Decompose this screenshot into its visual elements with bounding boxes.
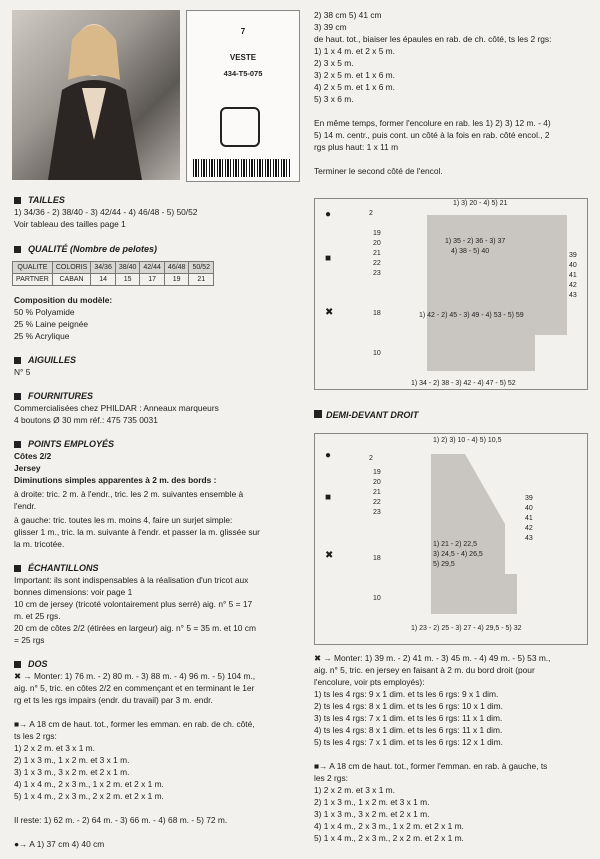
cotes-label: Côtes 2/2 [14,451,52,461]
bullet-icon [14,565,21,572]
table-cell: 15 [115,274,140,286]
model-title: VESTE [229,53,257,62]
composition-line: 50 % Polyamide [14,307,75,317]
dos-line: 3) 1 x 3 m., 3 x 2 m. et 2 x 1 m. [14,767,130,777]
echantillons-line: = 25 rgs [14,635,45,645]
aiguilles-heading: AIGUILLES [28,355,77,365]
right-bottom-line: 2) 1 x 3 m., 1 x 2 m. et 3 x 1 m. [314,797,430,807]
table-header: 42/44 [140,262,165,274]
right-line: 2) 38 cm 5) 41 cm [314,10,382,20]
points-heading: POINTS EMPLOYÉS [28,439,115,449]
dos-line: rg et ts les rgs impairs (endr. du travail) par 3 m. endr. [14,695,213,705]
dimin-label: Diminutions simples apparentes à 2 m. des bords : [14,475,217,485]
table-header: 34/36 [91,262,116,274]
reference-card [186,10,300,182]
composition-line: 25 % Acrylique [14,331,70,341]
gauche-line: la m. tricotée. [14,539,65,549]
right-bottom-line: 4) ts les 4 rgs: 8 x 1 dim. et ts les 6 rgs: 11 x 1 dim. [314,725,503,735]
right-bottom-line: 1) 2 x 2 m. et 3 x 1 m. [314,785,395,795]
schema-label: 5) 29,5 [433,561,455,568]
demi-devant-schema [314,433,588,645]
dos-heading: DOS [28,659,48,669]
right-bottom-line: 5) ts les 4 rgs: 7 x 1 dim. et ts les 6 rgs: 12 x 1 dim. [314,737,503,747]
right-bottom-line: 2) ts les 4 rgs: 8 x 1 dim. et ts les 6 rgs: 10 x 1 dim. [314,701,503,711]
cross-icon: ✖ [325,307,334,318]
table-header: QUALITE [13,262,53,274]
right-bottom-line: 5) 1 x 4 m., 2 x 3 m., 2 x 2 m. et 2 x 1 m. [314,833,464,843]
schema-right-label: 40 [569,262,577,269]
right-line: 5) 3 x 6 m. [314,94,354,104]
demi-devant-heading [314,410,586,420]
schema-left-label: 23 [373,509,381,516]
bullet-icon [14,441,21,448]
table-header: 50/52 [189,262,214,274]
fournitures-heading: FOURNITURES [28,391,93,401]
schema-label: 1) 23 - 2) 25 - 3) 27 - 4) 29,5 - 5) 32 [411,625,522,632]
schema-left-label: 22 [373,260,381,267]
schema-left-label: 21 [373,250,381,257]
echantillons-heading: ÉCHANTILLONS [28,563,99,573]
droite-line: l'endr. [14,501,37,511]
schema-left-label: 2 [369,210,373,217]
dos-line: 2) 1 x 3 m., 1 x 2 m. et 3 x 1 m. [14,755,130,765]
demi-devant-shape [315,434,587,644]
schema-left-label: 10 [373,350,381,357]
model-photo-figure [12,10,180,180]
right-bottom-line: 3) 1 x 3 m., 3 x 2 m. et 2 x 1 m. [314,809,430,819]
schema-left-label: 18 [373,310,381,317]
table-cell: 17 [140,274,165,286]
schema-label: 1) 35 - 2) 36 - 3) 37 [445,238,506,245]
schema-label: 4) 38 - 5) 40 [451,248,490,255]
right-bottom-line: 3) ts les 4 rgs: 7 x 1 dim. et ts les 6 rgs: 11 x 1 dim. [314,713,503,723]
table-cell: 19 [164,274,189,286]
square-icon: ■ [325,253,332,264]
tailles-note: Voir tableau des tailles page 1 [14,219,126,229]
schema-left-label: 19 [373,230,381,237]
circle-icon: ● [325,209,332,220]
bullet-icon [14,357,21,364]
demi-devant-title: DEMI-DEVANT DROIT [326,410,419,420]
right-line: En même temps, former l'encolure en rab. les 1) 2) 3) 12 m. - 4) [314,118,551,128]
right-bottom-line: l'encolure, voir pts employés): [314,677,425,687]
right-line: 4) 2 x 5 m. et 1 x 6 m. [314,82,395,92]
schema-left-label: 18 [373,555,381,562]
schema-label: 3) 24,5 - 4) 26,5 [433,551,483,558]
dos-line: 4) 1 x 4 m., 2 x 3 m., 1 x 2 m. et 2 x 1 m. [14,779,164,789]
table-header: 46/48 [164,262,189,274]
dos-schema [314,198,588,390]
right-bottom-line: 4) 1 x 4 m., 2 x 3 m., 1 x 2 m. et 2 x 1 m. [314,821,464,831]
bullet-icon [14,393,21,400]
schema-left-label: 10 [373,595,381,602]
schema-right-label: 42 [569,282,577,289]
table-cell: 14 [91,274,116,286]
tailles-text: 1) 34/36 - 2) 38/40 - 3) 42/44 - 4) 46/48 - 5) 50/52 [14,207,198,217]
schema-right-label: 43 [569,292,577,299]
dos-line: Il reste: 1) 62 m. - 2) 64 m. - 3) 66 m. - 4) 68 m. - 5) 72 m. [14,815,228,825]
dos-line: ■→ A 18 cm de haut. tot., former les emman. en rab. de ch. côté, [14,719,255,729]
gauche-line: à gauche: tric. toutes les m. moins 4, faire un surjet simple: [14,515,233,525]
cross-icon: ✖ [325,550,334,561]
right-line: Terminer le second côté de l'encol. [314,166,443,176]
right-bottom-line: aig. n° 5, tric. en jersey en faisant à 2 m. du bord droit (pour [314,665,535,675]
schema-right-label: 41 [569,272,577,279]
yarn-icon [220,107,260,147]
table-cell: 21 [189,274,214,286]
right-bottom-line: ■→ A 18 cm de haut. tot., former l'emman. en rab. à gauche, ts [314,761,548,771]
schema-right-label: 39 [525,495,533,502]
echantillons-line: 20 cm de côtes 2/2 (étirées en largeur) aig. n° 5 = 35 m. et 10 cm [14,623,256,633]
schema-label: 1) 42 - 2) 45 - 3) 49 - 4) 53 - 5) 59 [419,312,524,319]
echantillons-line: bonnes dimensions: voir page 1 [14,587,133,597]
composition-heading: Composition du modèle: [14,295,113,305]
schema-left-label: 20 [373,240,381,247]
model-photo [12,10,180,180]
schema-left-label: 19 [373,469,381,476]
dos-line: 1) 2 x 2 m. et 3 x 1 m. [14,743,95,753]
qualite-heading: QUALITÉ (Nombre de pelotes) [28,244,158,254]
dos-line: ●→ A 1) 37 cm 4) 40 cm [14,839,105,849]
fournitures-line: Commercialisées chez PHILDAR : Anneaux marqueurs [14,403,219,413]
model-number: 7 [240,27,246,36]
schema-left-label: 22 [373,499,381,506]
bullet-icon [314,410,322,418]
table-cell: CABAN [52,274,91,286]
dos-line: 5) 1 x 4 m., 2 x 3 m., 2 x 2 m. et 2 x 1 m. [14,791,164,801]
bullet-icon [14,661,21,668]
right-line: rgs plus haut: 1 x 11 m [314,142,399,152]
schema-right-label: 40 [525,505,533,512]
right-line: 5) 14 m. centr., puis cont. un côté à la fois en rab. côté encol., 2 [314,130,550,140]
circle-icon: ● [325,450,332,461]
schema-right-label: 43 [525,535,533,542]
right-line: de haut. tot., biaiser les épaules en rab. de ch. côté, ts les 2 rgs: [314,34,552,44]
echantillons-line: 10 cm de jersey (tricoté volontairement plus serré) aig. n° 5 = 17 [14,599,253,609]
square-icon: ■ [325,492,332,503]
schema-label: 1) 34 - 2) 38 - 3) 42 - 4) 47 - 5) 52 [411,380,516,387]
schema-right-label: 39 [569,252,577,259]
schema-left-label: 20 [373,479,381,486]
table-header: 38/40 [115,262,140,274]
barcode-icon [193,159,291,177]
right-bottom-line: ✖ → Monter: 1) 39 m. - 2) 41 m. - 3) 45 m. - 4) 49 m. - 5) 53 m., [314,653,551,663]
model-ref: 434-T5-075 [223,69,263,78]
right-line: 3) 39 cm [314,22,347,32]
dos-line: ✖ → Monter: 1) 76 m. - 2) 80 m. - 3) 88 m. - 4) 96 m. - 5) 104 m., [14,671,256,681]
echantillons-line: m. et 25 rgs. [14,611,61,621]
schema-right-label: 42 [525,525,533,532]
tailles-heading: TAILLES [28,195,65,205]
schema-label: 1) 2) 3) 10 - 4) 5) 10,5 [433,437,502,444]
aiguilles-text: N° 5 [14,367,31,377]
dos-line: ts les 2 rgs: [14,731,57,741]
bullet-icon [14,246,21,253]
jersey-label: Jersey [14,463,41,473]
gauche-line: glisser 1 m., tric. la m. suivante à l'endr. et passer la m. glissée sur [14,527,260,537]
dos-rib-shape [427,335,535,371]
table-header: COLORIS [52,262,91,274]
right-bottom-line: 1) ts les 4 rgs: 9 x 1 dim. et ts les 6 rgs: 9 x 1 dim. [314,689,499,699]
echantillons-line: Important: ils sont indispensables à la réalisation d'un tricot aux [14,575,249,585]
droite-line: à droite: tric. 2 m. à l'endr., tric. les 2 m. suivantes ensemble à [14,489,244,499]
schema-label: 1) 3) 20 - 4) 5) 21 [453,200,508,207]
schema-left-label: 23 [373,270,381,277]
fournitures-line: 4 boutons Ø 30 mm réf.: 475 735 0031 [14,415,158,425]
schema-right-label: 41 [525,515,533,522]
right-line: 3) 2 x 5 m. et 1 x 6 m. [314,70,395,80]
right-line: 2) 3 x 5 m. [314,58,354,68]
bullet-icon [14,197,21,204]
composition-line: 25 % Laine peignée [14,319,89,329]
right-line: 1) 1 x 4 m. et 2 x 5 m. [314,46,395,56]
yarn-table [12,261,214,286]
schema-left-label: 21 [373,489,381,496]
table-cell: PARTNER [13,274,53,286]
schema-label: 1) 21 - 2) 22,5 [433,541,477,548]
right-bottom-line: les 2 rgs: [314,773,348,783]
dos-line: aig. n° 5, tric. en côtes 2/2 en commençant et en terminant le 1er [14,683,255,693]
schema-left-label: 2 [369,455,373,462]
